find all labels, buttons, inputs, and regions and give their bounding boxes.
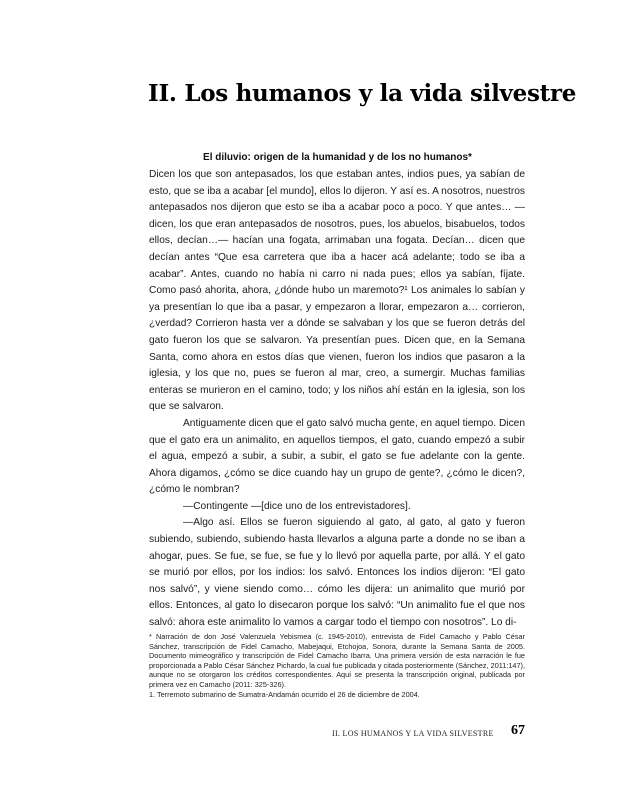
paragraph: —Algo así. Ellos se fueron siguiendo al gato, al gato, al gato y fueron subiendo, subiendo, subiendo hasta llevarlos a alguna parte a donde no se iban a ahogar, pues. Se fue, se fue, se fue y lo llevó por aquella parte, por allá. Y el gato se murió por ellos, por los indios: los salvó. Entonces los indios dijeron: “El gato nos salvó”, y viene siendo como… cómo les dijera: un animalito que murió por ellos. Entonces, al gato lo disecaron porque los salvó: “Un animalito fue el que nos salvó: ahora este animalito lo vamos a cargar todo el tiempo con nosotros”. Lo di- (149, 517, 525, 629)
paragraph: Antiguamente dicen que el gato salvó mucha gente, en aquel tiempo. Dicen que el gato era un animalito, en aquellos tiempos, el gato, cuando empezó a subir el agua, empezó a subir, a subir, a subir, el gato se fue adelante con la gente. Ahora digamos, ¿cómo se dice cuando hay un grupo de gente?, ¿cómo le dicen?, ¿cómo le nombran? (149, 417, 525, 496)
running-footer: II. LOS HUMANOS Y LA VIDA SILVESTRE (332, 729, 494, 738)
body-text (149, 167, 525, 632)
page-number: 67 (511, 723, 525, 738)
paragraph: —Contingente —[dice uno de los entrevistadores]. (183, 500, 411, 512)
section-heading: El diluvio: origen de la humanidad y de los no humanos* (203, 152, 472, 163)
paragraph: Dicen los que son antepasados, los que estaban antes, indios pues, ya sabían de esto, que se iba a acabar [el mundo], ellos lo dijeron. Y así es. A nosotros, nuestros antepasados nos dijeron que esto se iba a acabar poco a poco. Y que antes… —dicen, los que eran antepasados de nosotros, pues, los abuelos, bisabuelos, todos ellos, decían…— hacían una fogata, arrimaban una fogata. Decían… dicen que decían antes “Que esa carretera que iba a hacer acá adelante; todo se iba a acabar”. Antes, cuando no había ni carro ni nada pues; ellos ya sabían, fíjate. Como pasó ahorita, ahora, ¿dónde hubo un maremoto?¹ Los animales lo sabían y ya presentían lo que iba a pasar, y empezaron a llorar, empezaron a… corrieron, ¿verdad? Corrieron hasta ver a dónde se salvaban y los que se fueron detrás del gato fueron los que se salvaron. Ya presentían pues. Dicen que, en la Semana Santa, como ahora en estos días que vienen, fueron los indios que pasaron a la iglesia, y los que no, pues se fueron al mar, creo, a sumergir. Muchas familias enteras se murieron en el camino, todo; y los niños ahí están en la iglesia, son los que se salvaron. (149, 169, 525, 413)
footnote: 1. Terremoto submarino de Sumatra-Andamán ocurrido el 26 de diciembre de 2004. (149, 689, 420, 699)
footnote: * Narración de don José Valenzuela Yebismea (c. 1945-2010), entrevista de Fidel Camacho y Pablo César Sánchez, transcripción de Fidel Camacho, Mabejaqui, Etchojoa, Sonora, durante la Semana Santa de 2005. Documento mimeográfico y transcripción de Fidel Camacho Ibarra. Una primera versión de esta narración le fue proporcionada a Pablo César Sánchez Pichardo, la cual fue publicada y citada posteriormente (Sánchez, 2011:147), aunque no se otorgaron los créditos correspondientes. Aquí se presenta la transcripción original, publicada por primera vez en Camacho (2011: 325-326). (149, 632, 525, 689)
chapter-title: II. Los humanos y la vida silvestre (148, 80, 577, 107)
footnotes (149, 632, 525, 699)
